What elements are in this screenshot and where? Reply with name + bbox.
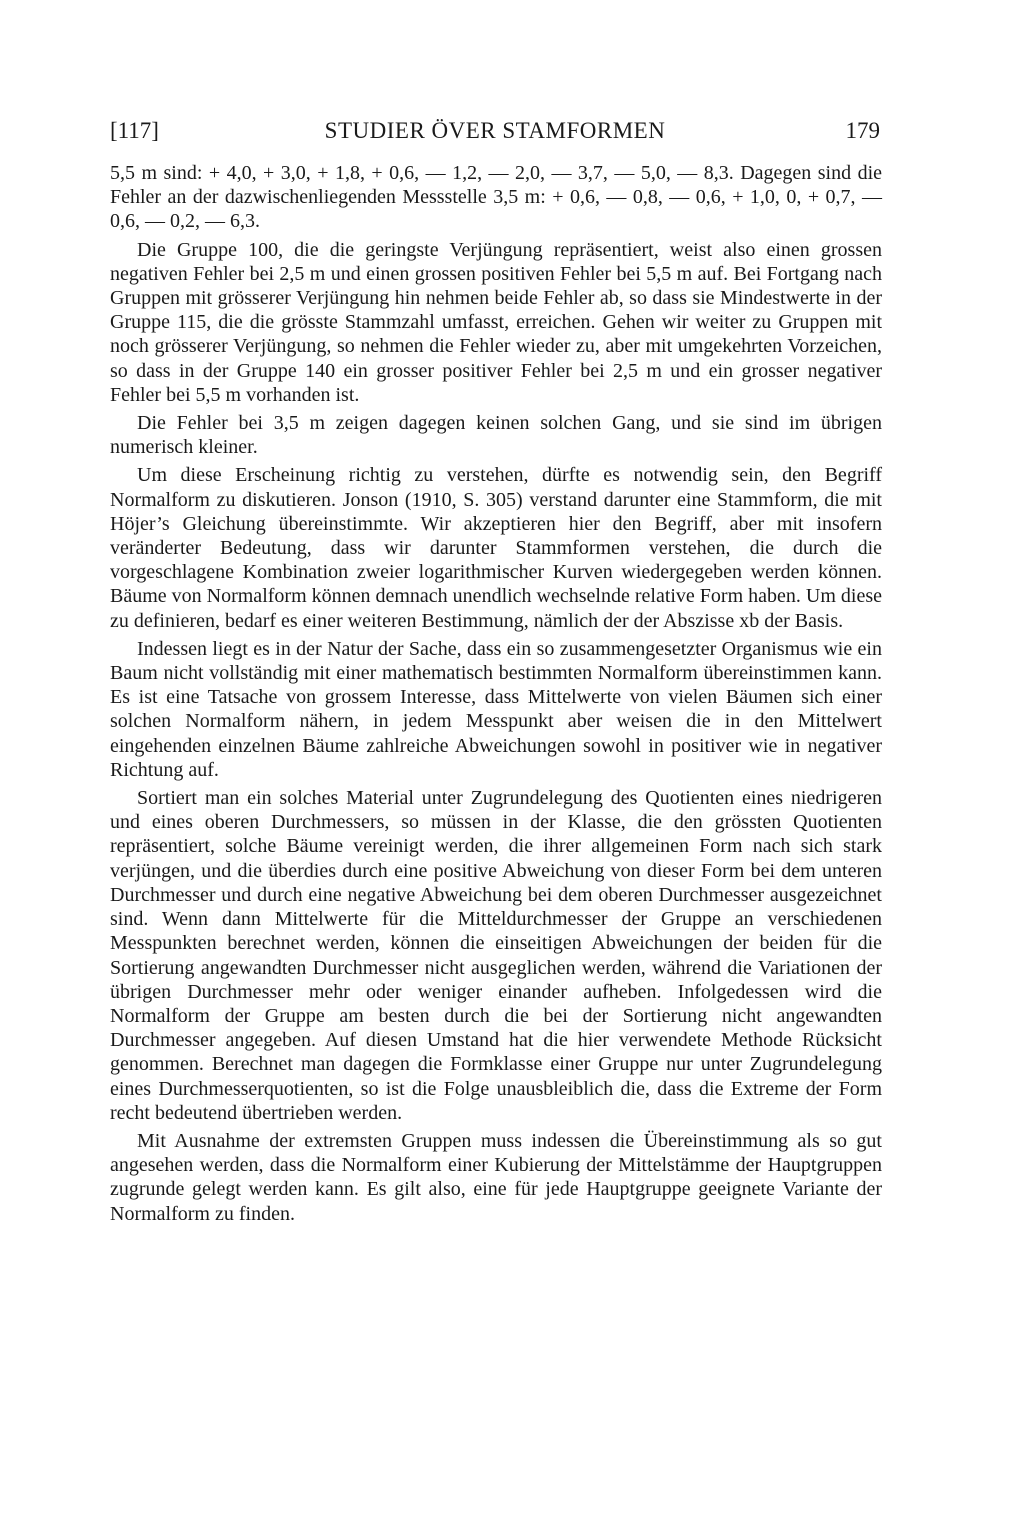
paragraph-error-values: 5,5 m sind: + 4,0, + 3,0, + 1,8, + 0,6, — 1,2, — 2,0, — 3,7, — 5,0, — 8,3. Dagegen sind die Fehler an der dazwischenliegenden Messstelle 3,5 m: + 0,6, — 0,8, — 0,6, + 1,0, 0, + 0,7, — 0,6, — 0,2, — 6,3. bbox=[110, 162, 882, 233]
paragraph-sorting: Sortiert man ein solches Material unter Zugrundelegung des Quotienten eines niedrigeren und eines oberen Durchmessers, so müssen in der Klasse, die den grössten Quotienten repräsentiert, solche Bäume vereinigt werden, die ihrer allgemeinen Form nach sich stark verjüngen, und die überdies durch eine positive Abweichung von dieser Form bei dem unteren Durchmesser und durch eine negative Abweichung bei dem oberen Durchmesser ausgezeichnet sind. Wenn dann Mittelwerte für die Mitteldurchmesser der Gruppe an verschiedenen Messpunkten berechnet werden, können die einseitigen Abweichungen der beiden für die Sortierung angewandten Durchmesser nicht ausgeglichen werden, während die Variationen der übrigen Durchmesser mehr oder weniger einander aufheben. Infolgedessen wird die Normalform der Gruppe am besten durch die bei der Sortierung nicht angewandten Durchmesser angegeben. Auf diesen Umstand hat die hier verwendete Methode Rücksicht genommen. Berechnet man dagegen die Formklasse einer Gruppe nur unter Zugrundelegung eines Durchmesserquotienten, so ist die Folge unausbleiblich die, dass die Extreme der Form recht bedeutend übertrieben werden. bbox=[110, 787, 882, 1124]
paragraph-group-100: Die Gruppe 100, die die geringste Verjüngung repräsentiert, weist also einen grossen negativen Fehler bei 2,5 m und einen grossen positiven Fehler bei 5,5 m auf. Bei Fortgang nach Gruppen mit grösserer Verjüngung hin nehmen beide Fehler ab, so dass sie Mindestwerte in der Gruppe 115, die die grösste Stammzahl umfasst, erreichen. Gehen wir weiter zu Gruppen mit noch grösserer Verjüngung, so nehmen die Fehler wieder zu, aber mit umgekehrten Vorzeichen, so dass in der Gruppe 140 ein grosser positiver Fehler bei 2,5 m und ein grosser negativer Fehler bei 5,5 m vorhanden ist. bbox=[110, 238, 882, 406]
body-text bbox=[110, 161, 882, 1230]
running-header bbox=[110, 116, 880, 146]
page-number: 179 bbox=[845, 118, 880, 143]
paragraph-errors-3-5m: Die Fehler bei 3,5 m zeigen dagegen keinen solchen Gang, und sie sind im übrigen numerisch kleiner. bbox=[110, 412, 882, 459]
paragraph-conclusion: Mit Ausnahme der extremsten Gruppen muss indessen die Übereinstimmung als so gut angesehen werden, dass die Normalform einer Kubierung der Mittelstämme der Hauptgruppen zugrunde gelegt werden kann. Es gilt also, eine für jede Hauptgruppe geeignete Variante der Normalform zu finden. bbox=[110, 1129, 882, 1225]
paragraph-normalform: Um diese Erscheinung richtig zu verstehen, dürfte es notwendig sein, den Begriff Normalform zu diskutieren. Jonson (1910, S. 305) verstand darunter eine Stammform, die mit Höjer’s Gleichung übereinstimmte. Wir akzeptieren hier den Begriff, aber mit insofern veränderter Bedeutung, dass wir darunter Stammformen verstehen, die durch die vorgeschlagene Kombination zweier logarithmischer Kurven wiedergegeben werden können. Bäume von Normalform können demnach unendlich wechselnde relative Form haben. Um diese zu definieren, bedarf es einer weiteren Bestimmung, nämlich der der Abszisse xb der Basis. bbox=[110, 464, 882, 632]
paragraph-organism: Indessen liegt es in der Natur der Sache, dass ein so zusammengesetzter Organismus wie ein Baum nicht vollständig mit einer mathematisch bestimmten Normalform übereinstimmen kann. Es ist eine Tatsache von grossem Interesse, dass Mittelwerte von vielen Bäumen sich einer solchen Normalform nähern, in jedem Messpunkt aber weisen die in den Mittelwert eingehenden einzelnen Bäume zahlreiche Abweichungen sowohl in positiver wie in negativer Richtung auf. bbox=[110, 637, 882, 781]
running-title: STUDIER ÖVER STAMFORMEN bbox=[324, 118, 666, 143]
section-number: [117] bbox=[110, 118, 159, 143]
